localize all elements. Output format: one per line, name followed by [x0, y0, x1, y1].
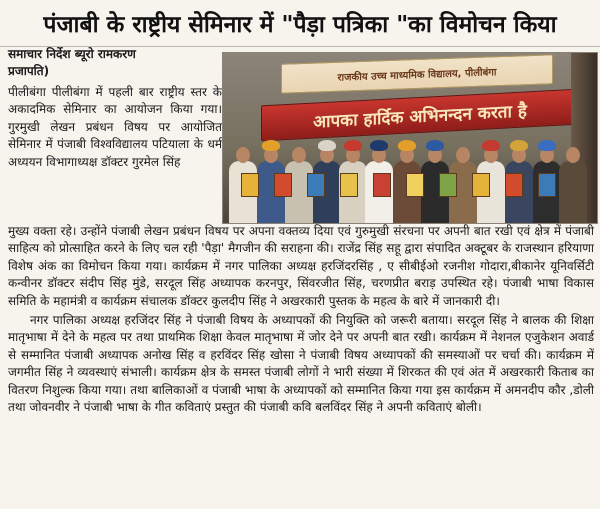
event-photo	[222, 52, 598, 224]
person-head	[456, 147, 470, 163]
photo-magazine	[241, 173, 259, 197]
photo-magazine	[505, 173, 523, 197]
person-torso	[559, 161, 587, 223]
photo-magazine	[406, 173, 424, 197]
person-head	[292, 147, 306, 163]
byline	[8, 46, 226, 80]
person-turban	[262, 140, 280, 151]
person-turban	[510, 140, 528, 151]
headline: पंजाबी के राष्ट्रीय सेमिनार में "पैड़ा पत्रिका "का विमोचन किया	[0, 0, 600, 47]
byline-line-2: प्रजापति)	[8, 64, 50, 78]
person-turban	[538, 140, 556, 151]
person-turban	[398, 140, 416, 151]
photo-magazine	[373, 173, 391, 197]
byline-line-1: समाचार निर्देश ब्यूरो रामकरण	[8, 47, 136, 61]
photo-magazine	[307, 173, 325, 197]
photo-people	[223, 113, 597, 223]
photo-magazine	[274, 173, 292, 197]
person-head	[236, 147, 250, 163]
person-turban	[318, 140, 336, 151]
photo-banner-top: राजकीय उच्च माध्यमिक विद्यालय, पीलीबंगा	[281, 54, 553, 93]
person-head	[566, 147, 580, 163]
body-paragraph-1: मुख्य वक्ता रहे। उन्होंने पंजाबी लेखन प्रबंधन विषय पर अपना वक्तव्य दिया एवं गुरुमुखी संरचना पर अपनी बात रखी एवं क्षेत्र में पंजाबी साहित्य को प्रोत्साहित करने के लिए चल रही 'पैड़ा' मैगजीन की सराहना की। राजेंद्र सिंह सहू द्वारा संपादित अक्टूबर के राजस्थान हरियाणा विशेष अंक का विमोचन किया गया। कार्यक्रम में नगर पालिका अध्यक्ष हरजिंदरसिंह , ए सीबीईओ रजनीश गोदारा,बीकानेर यूनिवर्सिटी कन्वीनर डॉक्टर संदीप सिंह मुंडे, सरदूल सिंह अध्यापक करनपुर, सिंवरजीत सिंह, चरणप्रीत बराड़ उपस्थित रहे। पंजाबी भाषा विकास समिति के महामंत्री व कार्यक्रम संचालक डॉक्टर कुलदीप सिंह ने अखरकारी पुस्तक के महत्व के बारे में जानकारी दी।	[8, 224, 594, 308]
photo-person	[559, 131, 587, 223]
photo-magazine	[439, 173, 457, 197]
photo-magazine	[340, 173, 358, 197]
person-turban	[344, 140, 362, 151]
photo-banner-main: आपका हार्दिक अभिनन्दन करता है	[261, 89, 579, 142]
body-paragraph-2: नगर पालिका अध्यक्ष हरजिंदर सिंह ने पंजाबी विषय के अध्यापकों की नियुक्ति को जरूरी बताया। सरदूल सिंह ने बालक की शिक्षा मातृभाषा में देने के महत्व पर तथा प्राथमिक शिक्षा केवल मातृभाषा में जोर देने पर अपनी बात रखी। कार्यक्रम में नेशनल एजुकेशन अवार्ड से सम्मानित पंजाबी अध्यापक अनोख सिंह व हरविंदर सिंह खोसा ने पंजाबी विषय अध्यापकों की समस्याओं पर चर्चा की। कार्यक्रम में जगमीत सिंह ने व्यवस्थाएं संभाली। कार्यक्रम क्षेत्र के समस्त पंजाबी लोगों ने भारी संख्या में शिरकत की एवं अंत में अखरकारी किताब का वितरण निशुल्क किया गया। तथा बालिकाओं व पंजाबी भाषा के अध्यापकों को सम्मानित किया गया इस कार्यक्रम में अमनदीप कौर ,डोली तथा जोवनवीर ने पंजाबी भाषा के गीत कविताएं प्रस्तुत की पंजाबी कवि बलविंदर सिंह ने अपनी कविताएं बोली।	[8, 313, 594, 415]
article-body	[8, 223, 594, 416]
person-turban	[482, 140, 500, 151]
photo-magazine	[538, 173, 556, 197]
intro-paragraph: पीलीबंगा पीलीबंगा में पहली बार राष्ट्रीय स्तर के अकादमिक सेमिनार का आयोजन किया गया। गुरमुखी लेखन प्रबंधन विषय पर आयोजित सेमिनार में पंजाबी विश्वविद्यालय पटियाला के धर्म अध्ययन विभागाध्यक्ष डॉक्टर गुरमेल सिंह	[8, 85, 222, 169]
person-turban	[426, 140, 444, 151]
article-column-left	[8, 84, 222, 171]
person-turban	[370, 140, 388, 151]
photo-magazine	[472, 173, 490, 197]
